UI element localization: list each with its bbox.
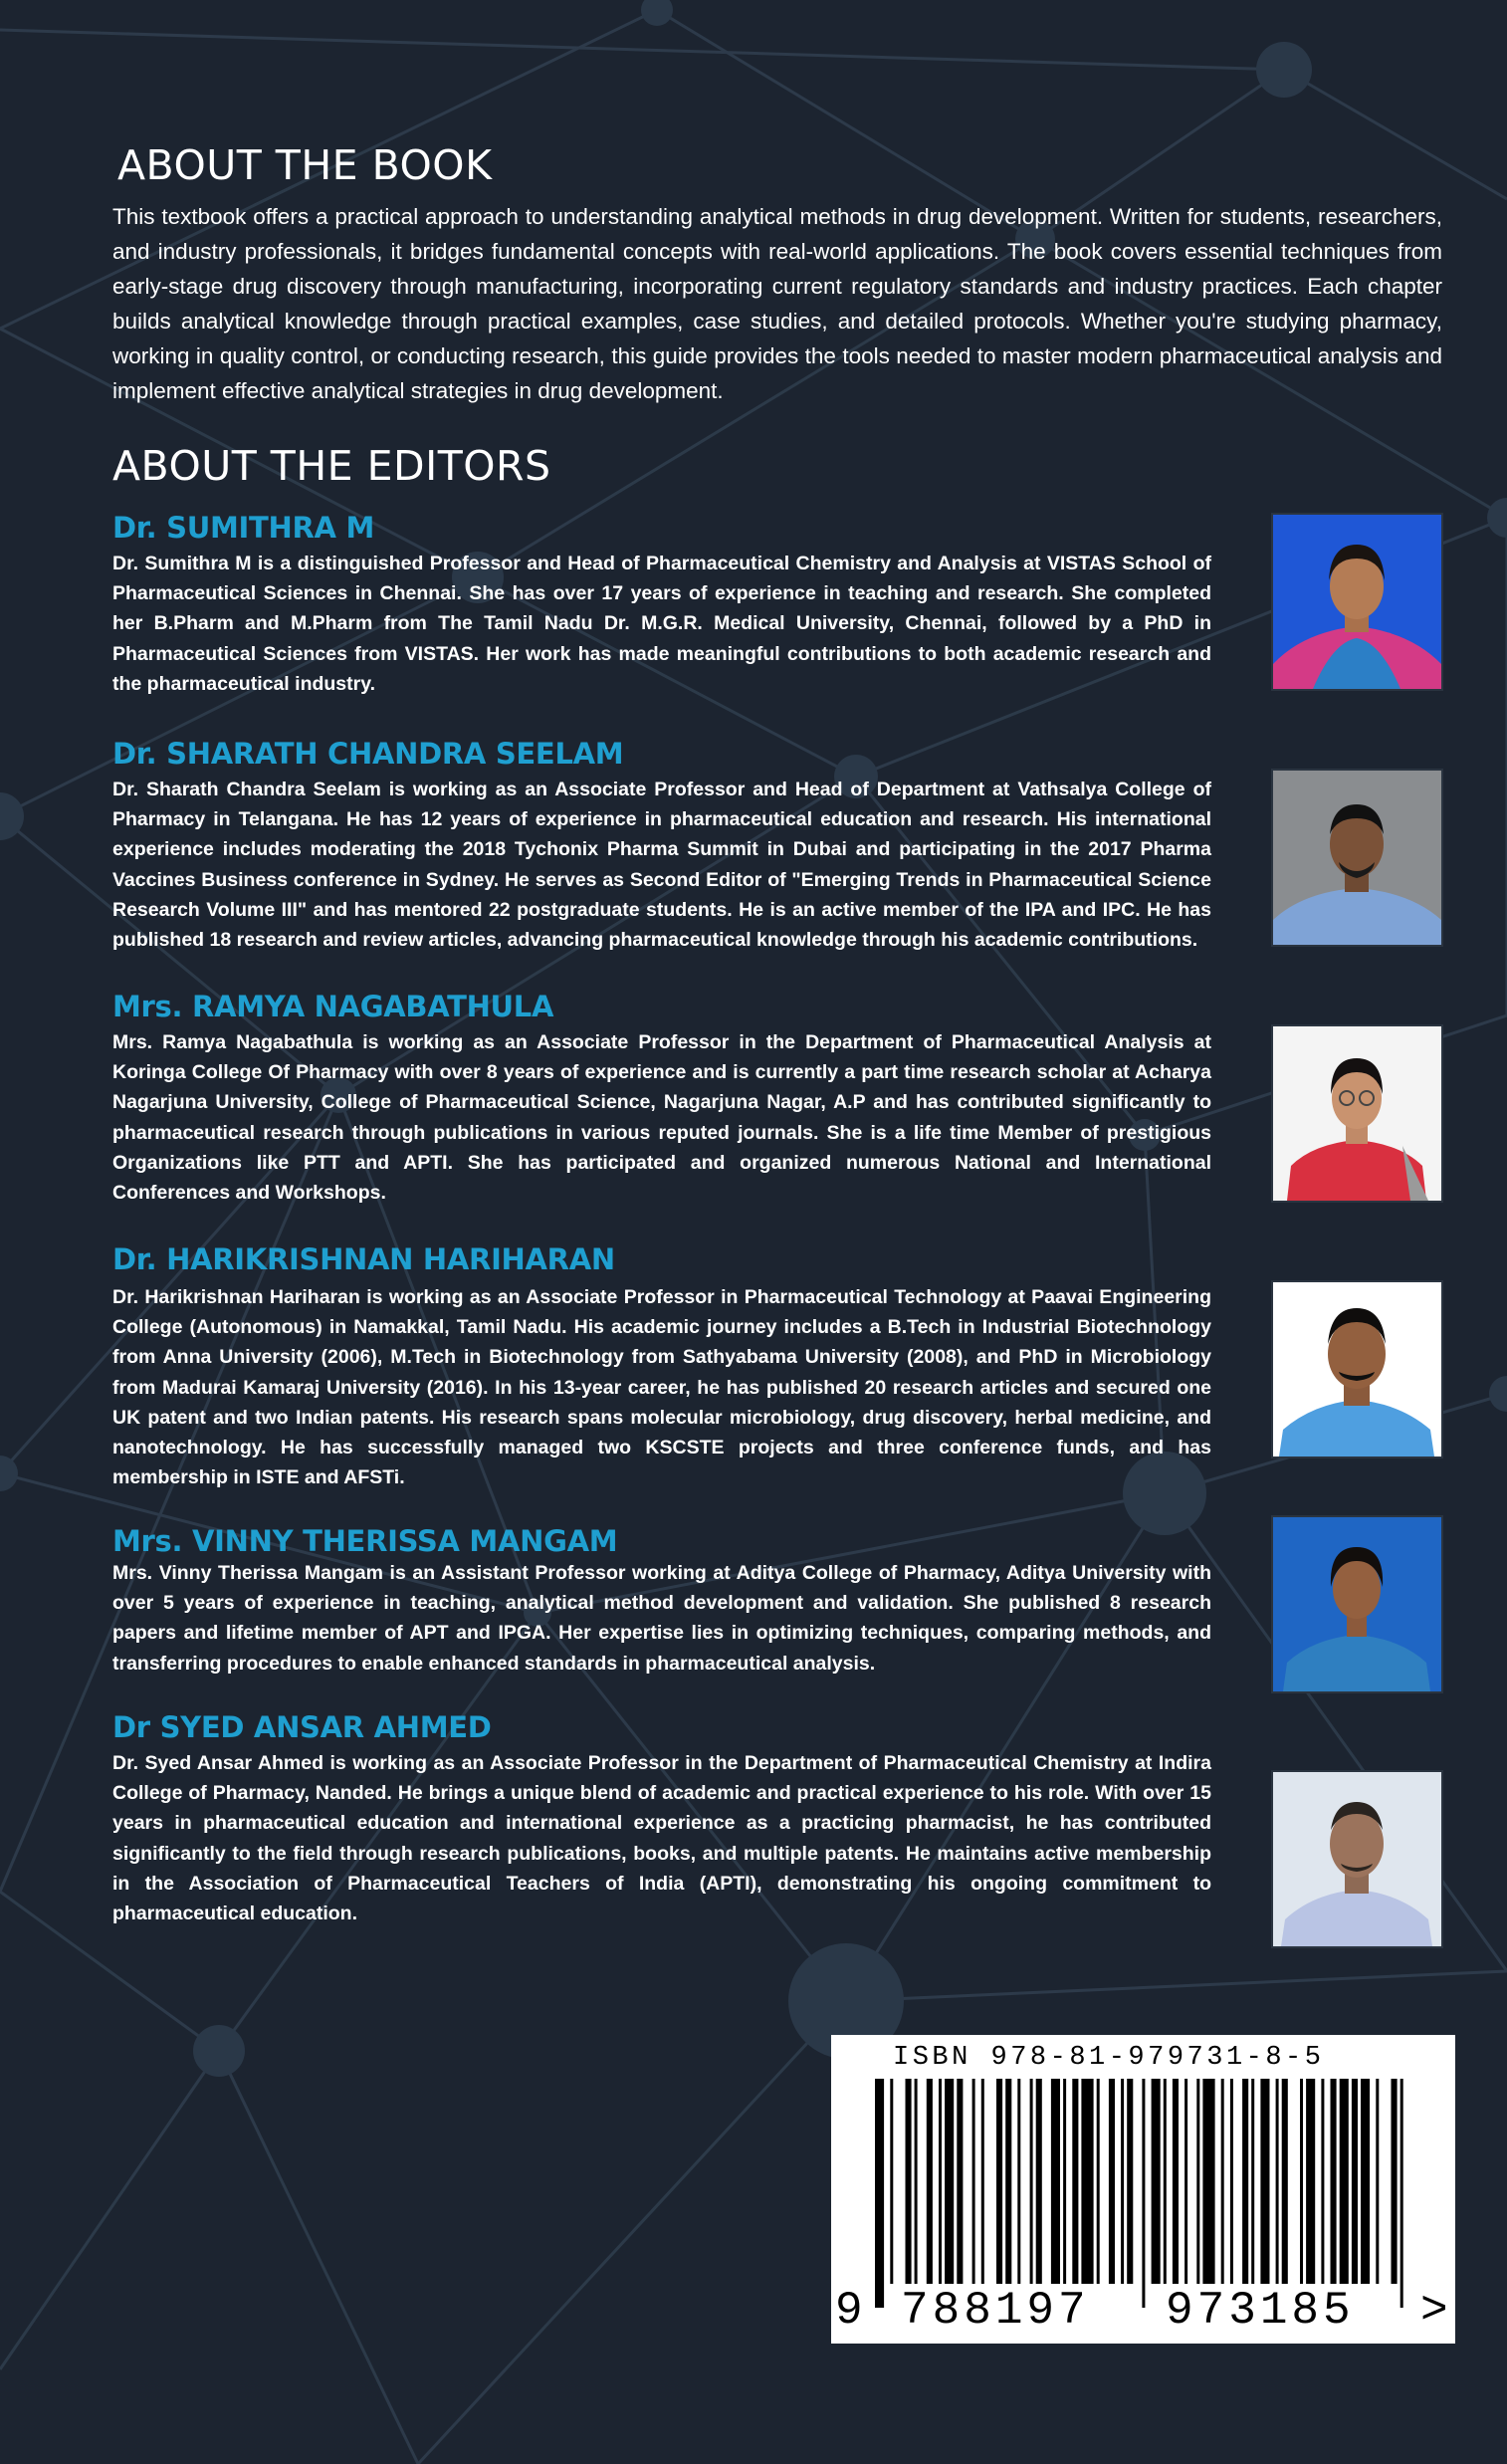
editor-bio: Dr. Sumithra M is a distinguished Professor and Head of Pharmaceutical Chemistry and Analysis at VISTAS School of Pharmaceutical Sciences in Chennai. She has over 17 years of experience in teaching and research. She completed her B.Pharm and M.Pharm from The Tamil Nadu Dr. M.G.R. Medical University, Chennai, followed by a PhD in Pharmaceutical Sciences from VISTAS. Her work has made meaningful contributions to both academic research and the pharmaceutical industry. bbox=[112, 553, 1211, 695]
barcode-bar bbox=[1081, 2079, 1093, 2284]
barcode-bar bbox=[981, 2079, 984, 2284]
about-book-heading: ABOUT THE BOOK bbox=[117, 141, 493, 189]
barcode-bar bbox=[1276, 2079, 1279, 2284]
isbn-barcode bbox=[831, 2035, 1455, 2344]
barcode-bar bbox=[1230, 2079, 1233, 2284]
barcode-bar bbox=[1282, 2079, 1288, 2284]
about-editors-heading: ABOUT THE EDITORS bbox=[112, 442, 551, 490]
editor-name: Dr. HARIKRISHNAN HARIHARAN bbox=[112, 1242, 615, 1276]
barcode-end-mark: > bbox=[1420, 2285, 1448, 2337]
barcode-right-digits: 973185 bbox=[1166, 2285, 1355, 2337]
editor-photo bbox=[1273, 1772, 1441, 1946]
barcode-bar bbox=[1017, 2079, 1020, 2284]
barcode-lead-digit: 9 bbox=[835, 2285, 863, 2337]
barcode-bar bbox=[1051, 2079, 1060, 2284]
barcode-bar bbox=[1251, 2079, 1254, 2284]
barcode-bar bbox=[1127, 2079, 1133, 2284]
editor-photo bbox=[1273, 771, 1441, 945]
editor-name: Dr. SHARATH CHANDRA SEELAM bbox=[112, 737, 624, 771]
barcode-bar bbox=[1260, 2079, 1269, 2284]
barcode-bar bbox=[1109, 2079, 1115, 2284]
barcode-bar bbox=[1331, 2079, 1337, 2284]
barcode-bar bbox=[1030, 2079, 1033, 2284]
barcode-bar bbox=[890, 2079, 893, 2284]
barcode-bar bbox=[927, 2079, 933, 2284]
barcode-bar bbox=[1005, 2079, 1011, 2284]
editor-photo bbox=[1273, 1282, 1441, 1456]
barcode-bar bbox=[1063, 2079, 1066, 2284]
barcode-bar bbox=[1173, 2079, 1179, 2284]
barcode-bar bbox=[1352, 2079, 1358, 2284]
editor-name: Dr. SUMITHRA M bbox=[112, 511, 375, 545]
barcode-bar bbox=[1036, 2079, 1042, 2284]
barcode-bar bbox=[1202, 2079, 1214, 2284]
editor-photo bbox=[1273, 515, 1441, 689]
barcode-bar bbox=[1361, 2079, 1370, 2284]
editor-bio: Mrs. Ramya Nagabathula is working as an Associate Professor in the Department of Pharmaceutical Analysis at Koringa College Of Pharmacy with over 8 years of experience and is currently a part time research scholar at Acharya Nagarjuna University, College of Pharmaceutical Science, Nagarjuna Nagar, A.P and has contributed significantly to pharmaceutical research through publications in various reputed journals. She is a life time Member of prestigious Organizations like PTT and APTI. She has participated and organized numerous National and International Conferences and Workshops. bbox=[112, 1031, 1211, 1205]
barcode-bar bbox=[1097, 2079, 1100, 2284]
barcode-bar bbox=[972, 2079, 975, 2284]
barcode-bar bbox=[1152, 2079, 1161, 2284]
about-book-text: This textbook offers a practical approach to understanding analytical methods in drug development. Written for students, researchers, and industry professionals, it bridges fundamental concepts with real-world applications. The book covers essential techniques from early-stage drug discovery through manufacturing, incorporating current regulatory standards and industry practices. Each chapter builds analytical knowledge through practical examples, case studies, and detailed protocols. Whether you're studying pharmacy, working in quality control, or conducting research, this guide provides the tools needed to master modern pharmaceutical analysis and implement effective analytical strategies in drug development. bbox=[112, 204, 1442, 403]
barcode-bar bbox=[1196, 2079, 1199, 2284]
barcode-bar bbox=[1400, 2079, 1403, 2308]
editor-bio: Dr. Syed Ansar Ahmed is working as an Associate Professor in the Department of Pharmaceutical Chemistry at Indira College of Pharmacy, Nanded. He brings a unique blend of academic and practical experience to his role. With over 15 years in pharmaceutical education and international experience as a practicing pharmacist, he has contributed significantly to the field through research publications, books, and multiple patents. He maintains active membership in the Association of Pharmaceutical Teachers of India (APTI), demonstrating his ongoing commitment to pharmaceutical education. bbox=[112, 1752, 1211, 1925]
barcode-left-digits: 788197 bbox=[901, 2285, 1090, 2337]
barcode-bar bbox=[1321, 2079, 1324, 2284]
barcode-bar bbox=[1242, 2079, 1248, 2284]
barcode-bar bbox=[915, 2079, 918, 2284]
editor-name: Dr SYED ANSAR AHMED bbox=[112, 1710, 492, 1744]
editor-photo bbox=[1273, 1026, 1441, 1201]
barcode-bar bbox=[1300, 2079, 1303, 2284]
barcode-bar bbox=[1072, 2079, 1078, 2284]
barcode-bar bbox=[1306, 2079, 1315, 2284]
barcode-bar bbox=[957, 2079, 963, 2284]
editor-name: Mrs. RAMYA NAGABATHULA bbox=[112, 990, 554, 1023]
editor-photo bbox=[1273, 1517, 1441, 1691]
editor-bio: Dr. Harikrishnan Hariharan is working as an Associate Professor in Pharmaceutical Technology at Paavai Engineering College (Autonomous) in Namakkal, Tamil Nadu. His academic journey includes a B.Tech in Industrial Biotechnology from Anna University (2006), M.Tech in Biotechnology from Sathyabama University (2008), and PhD in Microbiology from Madurai Kamaraj University (2016). In his 13-year career, he has published 20 research articles and secured one UK patent and two Indian patents. His research spans molecular microbiology, drug discovery, herbal medicine, and nanotechnology. He has successfully managed two KSCSTE projects and three conference funds, and has membership in ISTE and AFSTi. bbox=[112, 1286, 1211, 1489]
barcode-bar bbox=[1340, 2079, 1349, 2284]
barcode-bar bbox=[939, 2079, 942, 2284]
barcode-bar bbox=[1142, 2079, 1145, 2308]
barcode-bar bbox=[906, 2079, 912, 2284]
barcode-bar bbox=[1164, 2079, 1167, 2284]
barcode-bar bbox=[945, 2079, 954, 2284]
barcode-bar bbox=[875, 2079, 884, 2308]
editor-bio: Dr. Sharath Chandra Seelam is working as an Associate Professor and Head of Department at Vathsalya College of Pharmacy in Telangana. He has 12 years of experience in pharmaceutical education and research. His international experience includes moderating the 2018 Tychonix Pharma Summit in Dubai and participating in the 2017 Pharma Vaccines Business conference in Sydney. He serves as Second Editor of "Emerging Trends in Pharmaceutical Science Research Volume III" and has mentored 22 postgraduate students. He is an active member of the IPA and IPC. He has published 18 research and review articles, advancing pharmaceutical knowledge through his academic contributions. bbox=[112, 779, 1211, 952]
barcode-bar bbox=[1121, 2079, 1124, 2284]
barcode-bar bbox=[1221, 2079, 1224, 2284]
barcode-bar bbox=[1184, 2079, 1187, 2284]
editor-name: Mrs. VINNY THERISSA MANGAM bbox=[112, 1524, 618, 1558]
barcode-bar bbox=[1392, 2079, 1398, 2284]
barcode-bar bbox=[1376, 2079, 1379, 2284]
barcode-bar bbox=[996, 2079, 1002, 2284]
isbn-label: ISBN 978-81-979731-8-5 bbox=[893, 2043, 1325, 2073]
editor-bio: Mrs. Vinny Therissa Mangam is an Assistant Professor working at Aditya College of Pharmacy, Aditya University with over 5 years of experience in teaching, analytical method development and validation. She published 8 research papers and lifetime member of APT and IPGA. Her expertise lies in optimizing techniques, comparing methods, and transferring procedures to enable enhanced standards in pharmaceutical analysis. bbox=[112, 1562, 1211, 1675]
